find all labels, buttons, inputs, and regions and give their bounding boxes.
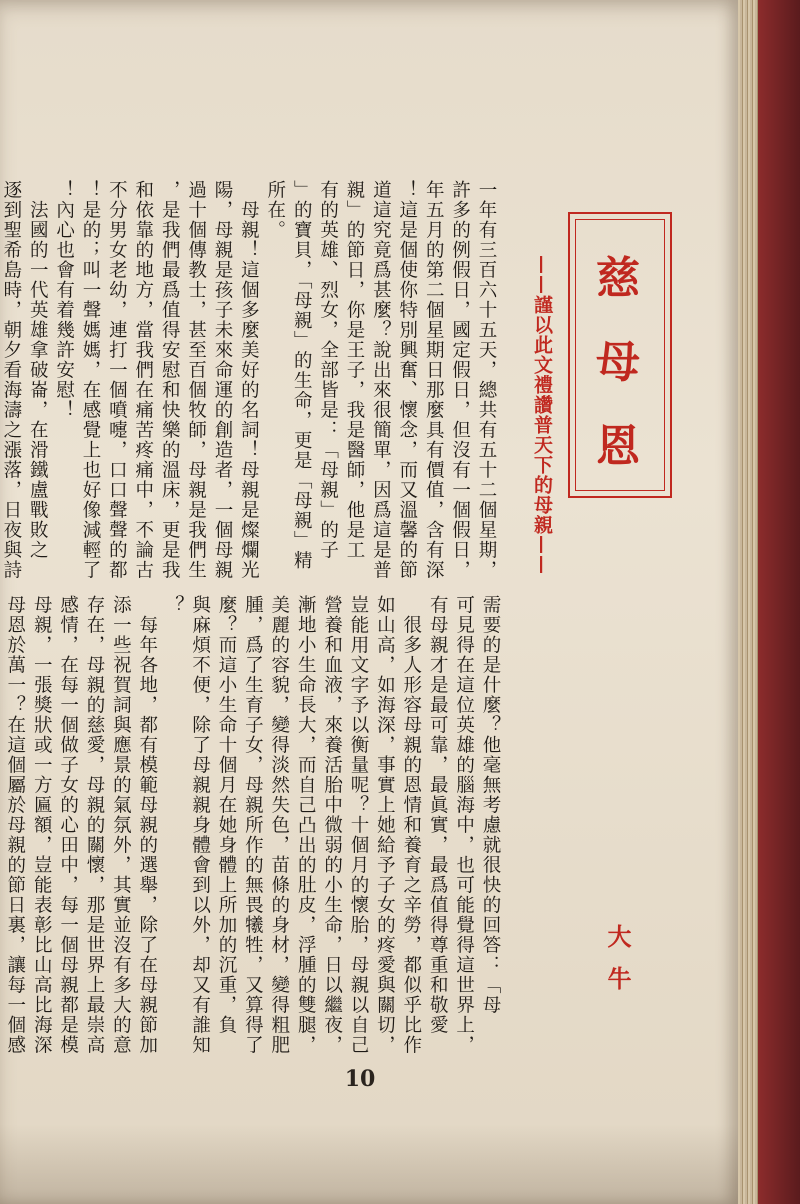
text-column xyxy=(0,595,2,1065)
text-column: ，是我們最爲值得安慰和快樂的溫床，更是我 xyxy=(159,180,181,580)
text-column: 母親，一張獎狀或一方匾額，豈能表彰比山高比海深 xyxy=(31,595,53,1055)
text-column: 和依靠的地方，當我們在痛苦疼痛中，不論古 xyxy=(132,180,154,580)
text-column: ！是的；叫一聲媽媽，在感覺上也好像減輕了 xyxy=(80,180,101,580)
text-column: 有的英雄、烈女，全部皆是：「母親」的子 xyxy=(317,180,339,560)
text-column: 豈能用文字予以衡量呢？十個月的懷胎，母親以自己 xyxy=(348,595,369,1055)
text-column: 親」的節日，你是王子，我是醫師，他是工 xyxy=(344,180,365,560)
text-column: 需要的是什麼？他毫無考慮就很快的回答：「母 xyxy=(480,595,501,1015)
text-column: 漸地小生命長大，而自己凸出的肚皮，浮腫的雙腿， xyxy=(295,595,317,1055)
text-column: 美麗的容貌，變得淡然失色，苗條的身材，變得粗肥 xyxy=(268,595,290,1055)
author-name: 大牛 xyxy=(603,924,632,1008)
text-column: 年五月的第二個星期日那麼具有價值，含有深 xyxy=(423,180,445,580)
subtitle: ——謹以此文禮讚普天下的母親—— xyxy=(531,255,553,575)
text-column: 麼？而這小生命十個月在她身體上所加的沉重，負 xyxy=(216,595,237,1035)
text-column: 所在。 xyxy=(264,180,286,240)
text-column: 營養和血液，來養活胎中微弱的小生命，日以繼夜， xyxy=(321,595,343,1055)
title-char-2: 母 xyxy=(596,337,644,388)
text-column: 母恩於萬一？在這個屬於母親的節日裏，讓每一個感 xyxy=(4,595,26,1055)
text-column: 每年各地，都有模範母親的選舉，除了在母親節加 xyxy=(136,595,158,1055)
title-char-1: 慈 xyxy=(596,253,644,304)
text-column: 很多人形容母親的恩情和養育之辛勞，都似乎比作 xyxy=(400,595,422,1055)
text-column: 道這究竟爲甚麼？說出來很簡單，因爲這是普 xyxy=(370,180,392,580)
title-frame xyxy=(568,212,672,498)
title-char-3: 恩 xyxy=(596,421,644,472)
text-column: 如山高，如海深，事實上她給予子女的疼愛與關切， xyxy=(374,595,396,1055)
text-column: 許多的例假日，國定假日，但沒有一個假日， xyxy=(449,180,471,580)
text-column: 過十個傳教士，甚至百個牧師，母親是我們生 xyxy=(185,180,207,580)
text-column: 腫，爲了生育子女，母親所作的無畏犧牲，又算得了 xyxy=(242,595,264,1055)
text-column: 有母親才是最可靠，最眞實，最爲值得尊重和敬愛 xyxy=(427,595,449,1035)
text-column: 感情，在每一個做子女的心田中，每一個母親都是模 xyxy=(57,595,79,1055)
text-column: ！內心也會有着幾許安慰！ xyxy=(53,180,75,420)
text-column: 母親！這個多麼美好的名詞！母親是燦爛光 xyxy=(238,200,260,580)
text-column: 可見得在這位英雄的腦海中，也可能覺得這世界上， xyxy=(453,595,475,1055)
text-column: 一年有三百六十五天，總共有五十二個星期， xyxy=(476,180,497,580)
page-number: 10 xyxy=(344,1066,376,1092)
text-column: ？ xyxy=(163,595,185,615)
text-column: 添一些祝賀詞與應景的氣氛外，其實並沒有多大的意 xyxy=(110,595,132,1055)
text-column: ！這是個使你特別興奮、懷念，而又溫馨的節 xyxy=(396,180,418,580)
text-column: 存在，母親的慈愛，母親的關懷，那是世界上最崇高 xyxy=(84,595,105,1055)
text-column: 逐到聖希島時，朝夕看海濤之漲落，日夜與詩 xyxy=(0,180,22,580)
text-column: 」的寶貝，「母親」的生命，更是「母親」精 xyxy=(291,180,313,571)
text-column: 不分男女老幼，連打一個噴嚏，口口聲聲的都 xyxy=(106,180,128,580)
text-column: 與麻煩不便，除了母親親身體會到以外，却又有誰知 xyxy=(189,595,211,1055)
text-column: 陽，母親是孩子未來命運的創造者，一個母親 xyxy=(212,180,233,580)
text-column: 法國的一代英雄拿破崙，在滑鐵盧戰敗之 xyxy=(27,200,49,560)
